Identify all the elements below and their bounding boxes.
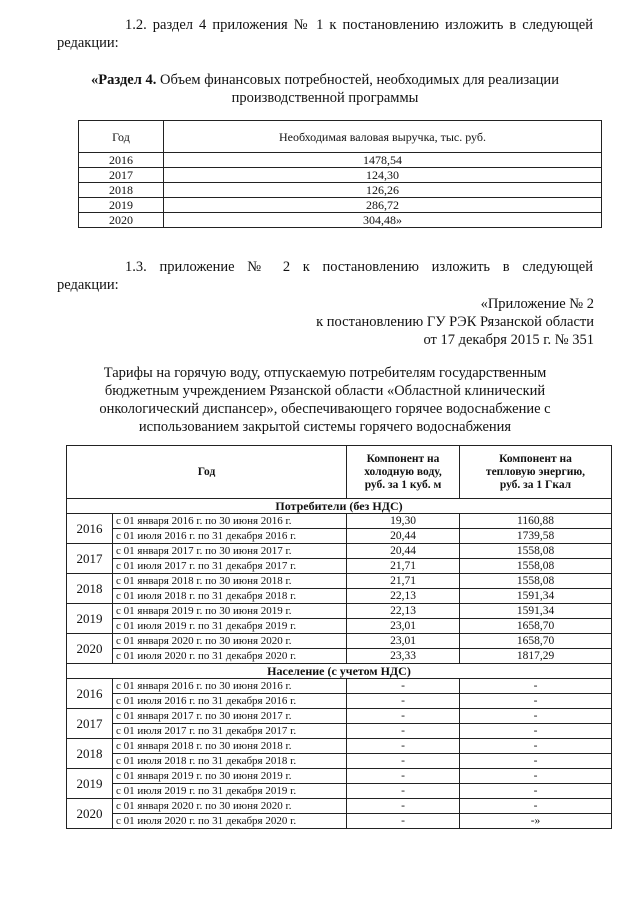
- cold-water-value: -: [347, 694, 460, 709]
- tariff-row: [67, 739, 612, 754]
- section-4-label: «Раздел 4.: [91, 72, 157, 88]
- heat-energy-value: 1658,70: [460, 634, 612, 649]
- consumers-body: [67, 514, 612, 664]
- revenue-row: [79, 153, 602, 168]
- section-row: [67, 499, 612, 514]
- tariff-row: [67, 544, 612, 559]
- heat-energy-value: -: [460, 679, 612, 694]
- revenue-row: [79, 168, 602, 183]
- header-revenue: Необходимая валовая выручка, тыс. руб.: [164, 121, 602, 153]
- tariff-row: [67, 784, 612, 799]
- paragraph-1-3-cont: редакции:: [57, 277, 119, 293]
- revenue-year: 2017: [79, 168, 164, 183]
- heat-energy-value: 1817,29: [460, 649, 612, 664]
- tariff-year: 2018: [67, 574, 113, 604]
- revenue-value: 124,30: [164, 168, 602, 183]
- cold-water-value: 19,30: [347, 514, 460, 529]
- tariff-period: с 01 июля 2019 г. по 31 декабря 2019 г.: [113, 784, 347, 799]
- tariff-row: [67, 634, 612, 649]
- tariff-year: 2016: [67, 514, 113, 544]
- tariff-row: [67, 814, 612, 829]
- cold-water-value: 23,33: [347, 649, 460, 664]
- title-line1: Тарифы на горячую воду, отпускаемую потребителям государственным: [103, 365, 547, 381]
- section-4-heading: [57, 71, 593, 89]
- heat-energy-value: 1739,58: [460, 529, 612, 544]
- header-year: Год: [79, 121, 164, 153]
- section-4-heading-line2: производственной программы: [231, 90, 419, 106]
- cold-water-value: 22,13: [347, 589, 460, 604]
- tariff-period: с 01 июля 2017 г. по 31 декабря 2017 г.: [113, 559, 347, 574]
- revenue-row: [79, 198, 602, 213]
- title-line3: онкологический диспансер», обеспечивающего горячее водоснабжение с: [99, 401, 551, 417]
- revenue-table-body: [79, 153, 602, 228]
- tariff-row: [67, 589, 612, 604]
- heat-energy-value: -: [460, 769, 612, 784]
- revenue-year: 2019: [79, 198, 164, 213]
- header-cold-water-l3: руб. за 1 куб. м: [364, 478, 442, 491]
- header-cold-water-l2: холодную воду,: [364, 465, 442, 478]
- cold-water-value: 20,44: [347, 529, 460, 544]
- tariff-period: с 01 января 2016 г. по 30 июня 2016 г.: [113, 679, 347, 694]
- tariff-period: с 01 июля 2018 г. по 31 декабря 2018 г.: [113, 589, 347, 604]
- heat-energy-value: -: [460, 799, 612, 814]
- tariff-period: с 01 июля 2020 г. по 31 декабря 2020 г.: [113, 814, 347, 829]
- header-cold-water-l1: Компонент на: [366, 452, 440, 465]
- tariff-period: с 01 июля 2019 г. по 31 декабря 2019 г.: [113, 619, 347, 634]
- tariff-year: 2016: [67, 679, 113, 709]
- cold-water-value: -: [347, 679, 460, 694]
- heat-energy-value: -: [460, 724, 612, 739]
- heat-energy-value: 1558,08: [460, 574, 612, 589]
- tariff-row: [67, 679, 612, 694]
- tariff-year: 2018: [67, 739, 113, 769]
- tariff-period: с 01 января 2019 г. по 30 июня 2019 г.: [113, 769, 347, 784]
- tariff-period: с 01 января 2018 г. по 30 июня 2018 г.: [113, 739, 347, 754]
- tariff-period: с 01 января 2020 г. по 30 июня 2020 г.: [113, 799, 347, 814]
- revenue-value: 126,26: [164, 183, 602, 198]
- section-consumers: Потребители (без НДС): [67, 499, 612, 514]
- revenue-table-header: [79, 121, 602, 153]
- tariff-row: [67, 649, 612, 664]
- header-heat-energy-l3: руб. за 1 Гкал: [499, 478, 572, 491]
- cold-water-value: -: [347, 724, 460, 739]
- revenue-row: [79, 213, 602, 228]
- paragraph-1-3-text: 1.3. приложение № 2 к постановлению изложить в следующей: [125, 259, 593, 275]
- section-row: [67, 664, 612, 679]
- paragraph-1-2-cont: редакции:: [57, 35, 119, 51]
- cold-water-value: 21,71: [347, 574, 460, 589]
- tariff-table-header: [67, 446, 612, 499]
- header-heat-energy-l1: Компонент на: [499, 452, 572, 465]
- tariff-year: 2020: [67, 799, 113, 829]
- revenue-value: 286,72: [164, 198, 602, 213]
- cold-water-value: -: [347, 739, 460, 754]
- appendix-line1: «Приложение № 2: [480, 296, 594, 312]
- heat-energy-value: 1558,08: [460, 559, 612, 574]
- revenue-table: [78, 120, 602, 228]
- cold-water-value: 22,13: [347, 604, 460, 619]
- appendix-line3: от 17 декабря 2015 г. № 351: [423, 332, 594, 348]
- cold-water-value: -: [347, 799, 460, 814]
- revenue-row: [79, 183, 602, 198]
- tariff-table: [66, 445, 612, 829]
- tariff-row: [67, 574, 612, 589]
- tariff-row: [67, 724, 612, 739]
- tariff-row: [67, 529, 612, 544]
- header-heat-energy-l2: тепловую энергию,: [485, 465, 586, 478]
- tariff-year: 2017: [67, 709, 113, 739]
- tariff-row: [67, 514, 612, 529]
- heat-energy-value: 1558,08: [460, 544, 612, 559]
- revenue-value: 1478,54: [164, 153, 602, 168]
- population-body: [67, 679, 612, 829]
- tariff-period: с 01 июля 2017 г. по 31 декабря 2017 г.: [113, 724, 347, 739]
- tariff-period: с 01 июля 2020 г. по 31 декабря 2020 г.: [113, 649, 347, 664]
- revenue-year: 2016: [79, 153, 164, 168]
- tariff-row: [67, 694, 612, 709]
- tariff-year: 2019: [67, 769, 113, 799]
- tariff-year: 2020: [67, 634, 113, 664]
- heat-energy-value: 1591,34: [460, 604, 612, 619]
- tariff-period: с 01 января 2017 г. по 30 июня 2017 г.: [113, 544, 347, 559]
- tariff-period: с 01 января 2017 г. по 30 июня 2017 г.: [113, 709, 347, 724]
- tariff-row: [67, 619, 612, 634]
- heat-energy-value: 1160,88: [460, 514, 612, 529]
- header-year: Год: [67, 446, 347, 499]
- cold-water-value: 21,71: [347, 559, 460, 574]
- tariff-year: 2017: [67, 544, 113, 574]
- title-line2: бюджетным учреждением Рязанской области «Областной клинический: [104, 383, 546, 399]
- tariff-row: [67, 769, 612, 784]
- cold-water-value: -: [347, 709, 460, 724]
- heat-energy-value: -: [460, 709, 612, 724]
- cold-water-value: -: [347, 814, 460, 829]
- tariff-period: с 01 июля 2018 г. по 31 декабря 2018 г.: [113, 754, 347, 769]
- heat-energy-value: -: [460, 784, 612, 799]
- cold-water-value: -: [347, 784, 460, 799]
- tariff-row: [67, 559, 612, 574]
- tariff-row: [67, 709, 612, 724]
- heat-energy-value: 1591,34: [460, 589, 612, 604]
- header-cold-water: [347, 446, 460, 499]
- tariff-period: с 01 июля 2016 г. по 31 декабря 2016 г.: [113, 529, 347, 544]
- tariff-period: с 01 июля 2016 г. по 31 декабря 2016 г.: [113, 694, 347, 709]
- paragraph-1-2-text: 1.2. раздел 4 приложения № 1 к постановлению изложить в следующей: [125, 17, 593, 33]
- tariff-period: с 01 января 2020 г. по 30 июня 2020 г.: [113, 634, 347, 649]
- heat-energy-value: 1658,70: [460, 619, 612, 634]
- appendix-line2: к постановлению ГУ РЭК Рязанской области: [316, 314, 594, 330]
- cold-water-value: 20,44: [347, 544, 460, 559]
- tariff-row: [67, 604, 612, 619]
- cold-water-value: -: [347, 769, 460, 784]
- heat-energy-value: -»: [460, 814, 612, 829]
- tariff-year: 2019: [67, 604, 113, 634]
- revenue-year: 2020: [79, 213, 164, 228]
- cold-water-value: 23,01: [347, 634, 460, 649]
- section-population: Население (с учетом НДС): [67, 664, 612, 679]
- tariff-period: с 01 января 2016 г. по 30 июня 2016 г.: [113, 514, 347, 529]
- tariff-row: [67, 754, 612, 769]
- header-heat-energy: [460, 446, 612, 499]
- tariff-period: с 01 января 2018 г. по 30 июня 2018 г.: [113, 574, 347, 589]
- paragraph-1-2: [125, 16, 593, 34]
- section-4-title: Объем финансовых потребностей, необходимых для реализации: [156, 72, 559, 88]
- revenue-value: 304,48»: [164, 213, 602, 228]
- cold-water-value: -: [347, 754, 460, 769]
- heat-energy-value: -: [460, 754, 612, 769]
- revenue-year: 2018: [79, 183, 164, 198]
- heat-energy-value: -: [460, 694, 612, 709]
- title-line4: использованием закрытой системы горячего водоснабжения: [138, 419, 512, 435]
- tariff-row: [67, 799, 612, 814]
- paragraph-1-3: [125, 258, 593, 276]
- heat-energy-value: -: [460, 739, 612, 754]
- tariff-period: с 01 января 2019 г. по 30 июня 2019 г.: [113, 604, 347, 619]
- cold-water-value: 23,01: [347, 619, 460, 634]
